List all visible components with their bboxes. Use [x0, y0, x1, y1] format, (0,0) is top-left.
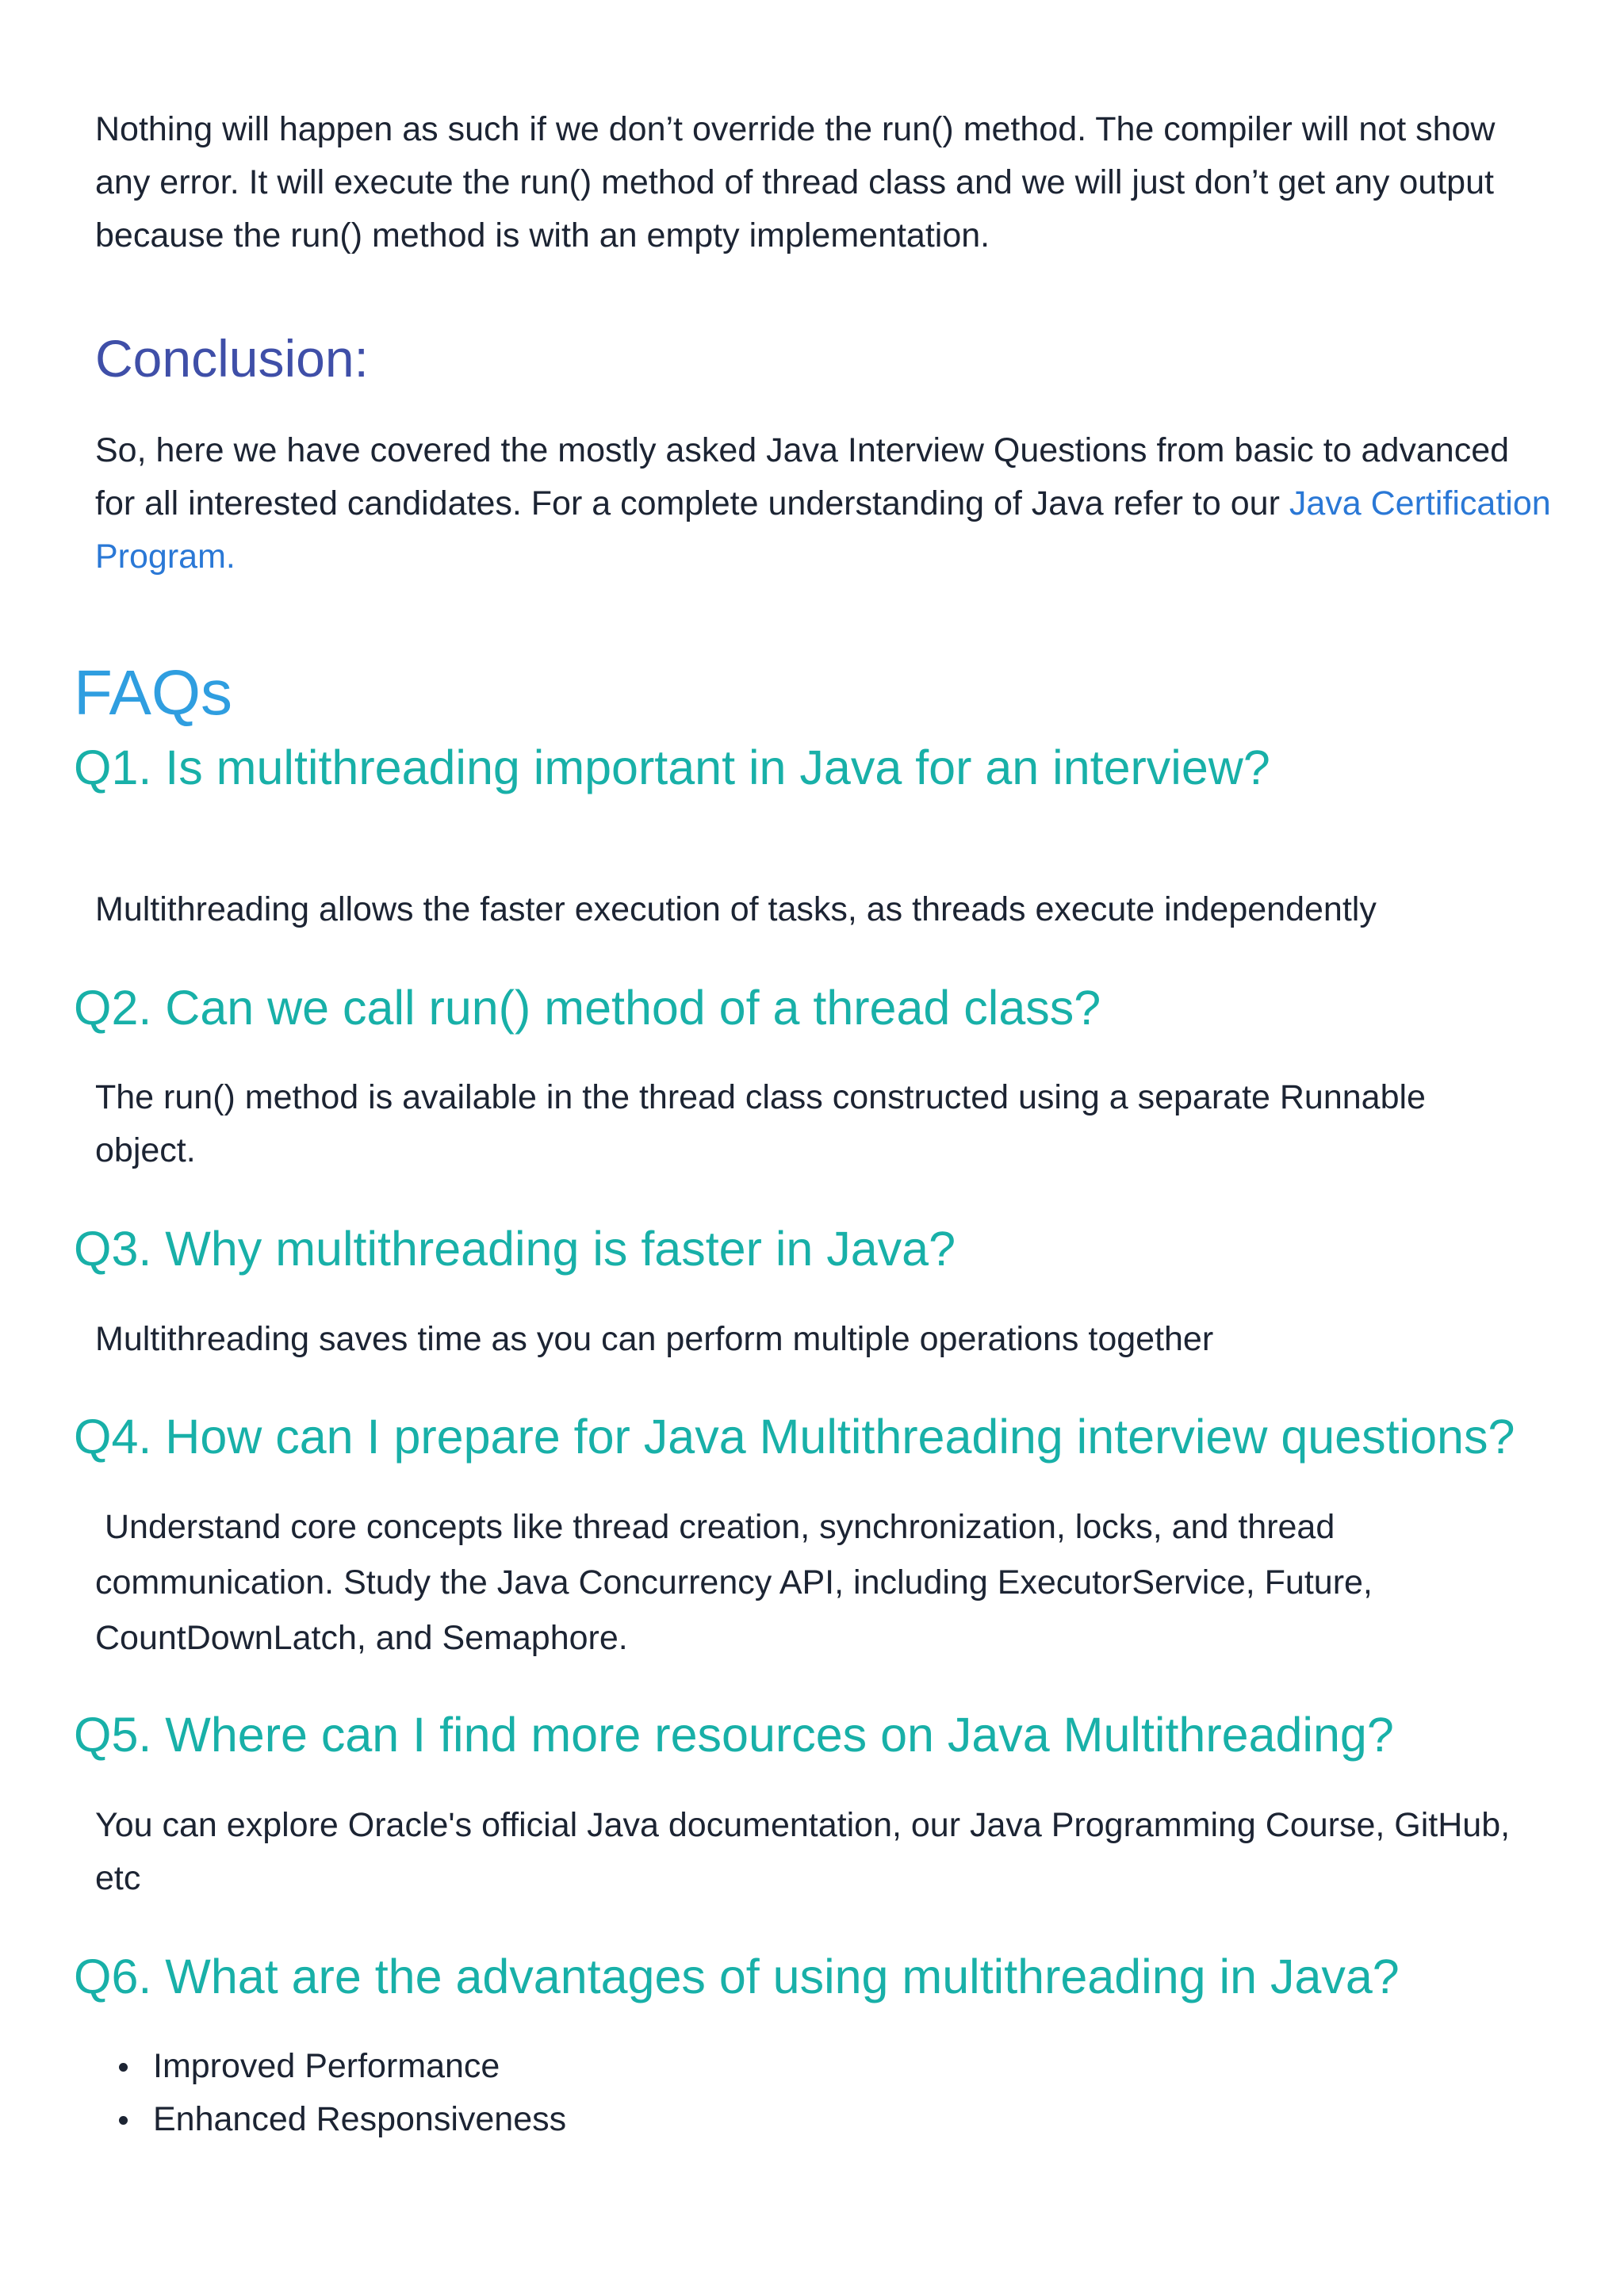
list-item [95, 2093, 566, 2146]
faq-answer-4: Understand core concepts like thread creation, synchronization, locks, and thread communication. Study the Java Concurrency API, including ExecutorService, Future, CountDownLatch, and Semaphore. [95, 1508, 1373, 1657]
list-item-text: Improved Performance [153, 2047, 500, 2085]
list-item-text: Enhanced Responsiveness [153, 2100, 567, 2138]
faq-question-3: Q3. Why multithreading is faster in Java? [74, 1222, 956, 1276]
faq-question-2: Q2. Can we call run() method of a thread class? [74, 981, 1101, 1035]
faq-question-6: Q6. What are the advantages of using multithreading in Java? [74, 1950, 1400, 2003]
faq-answer-1: Multithreading allows the faster execution of tasks, as threads execute independently [95, 890, 1377, 928]
conclusion-heading: Conclusion: [95, 329, 369, 388]
conclusion-paragraph [95, 424, 1554, 584]
faqs-heading: FAQs [74, 657, 233, 728]
faq-question-4: Q4. How can I prepare for Java Multithreading interview questions? [74, 1410, 1515, 1464]
conclusion-text: So, here we have covered the mostly asked Java Interview Questions from basic to advanced for all interested candidates. For a complete understanding of Java refer to our [95, 431, 1510, 522]
bullet-icon [119, 2116, 128, 2125]
faq-answer-2: The run() method is available in the thread class constructed using a separate Runnable object. [95, 1078, 1426, 1169]
faq-answer-5: You can explore Oracle's official Java documentation, our Java Programming Course, GitHub, etc [95, 1806, 1511, 1897]
bullet-icon [119, 2063, 128, 2072]
java-certification-program-link[interactable]: Java Certification Program. [95, 484, 1551, 576]
faq-answer-3: Multithreading saves time as you can perform multiple operations together [95, 1320, 1214, 1358]
intro-paragraph: Nothing will happen as such if we don’t override the run() method. The compiler will not show any error. It will execute the run() method of thread class and we will just don’t get any output because the run() method is with an empty implementation. [95, 110, 1496, 254]
faq-answer-6-list [95, 2040, 566, 2146]
faq-question-5: Q5. Where can I find more resources on Java Multithreading? [74, 1708, 1394, 1762]
faq-question-1: Q1. Is multithreading important in Java for an interview? [74, 740, 1270, 794]
list-item [95, 2040, 566, 2093]
